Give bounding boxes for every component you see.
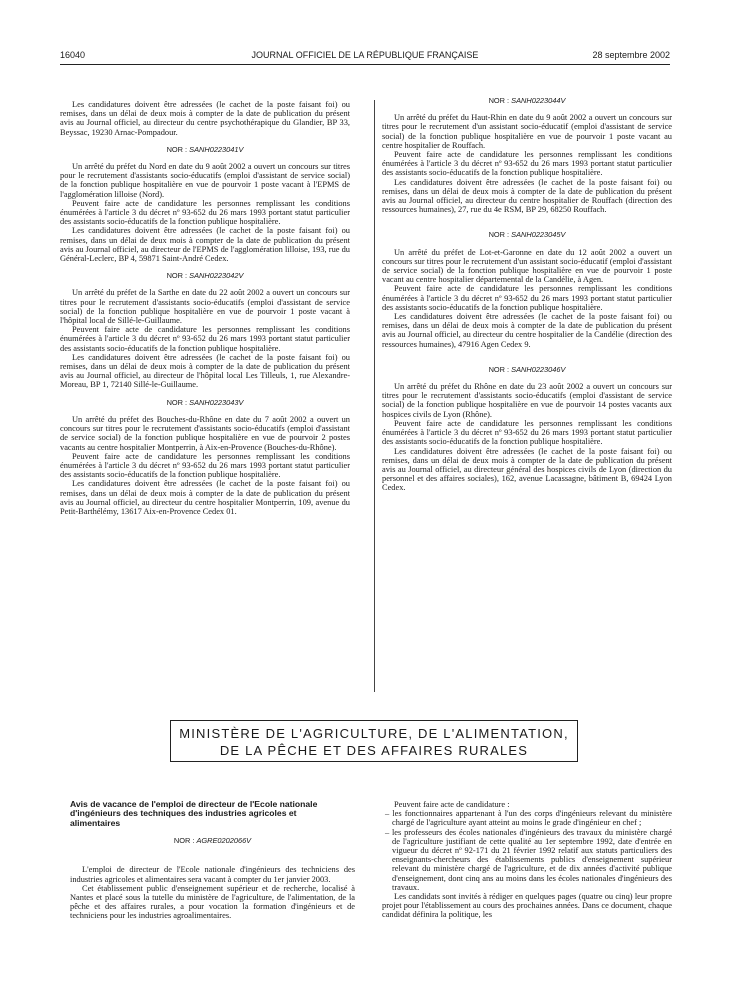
notice-paragraph: Un arrêté du préfet de Lot-et-Garonne en date du 12 août 2002 a ouvert un concours sur titres pour le recrutement d'un assistant socio-éducatif (emploi d'assistant de service social) de la fonction publique hospitalière en vue de pourvoir 1 poste vacant au centre hospitalier départemental de la Candélie, à Agen. <box>382 247 672 285</box>
page-header <box>60 50 670 64</box>
notice-paragraph: Un arrêté du préfet du Nord en date du 9 août 2002 a ouvert un concours sur titres pour le recrutement d'assistants socio-éducatifs (emploi d'assistant de service social) de la fonction publique hospitalière en vue de pourvoir 1 poste vacant à l'EPMS de l'agglomération lilloise (Nord). <box>60 162 350 199</box>
notice-paragraph: Les candidatures doivent être adressées (le cachet de la poste faisant foi) ou remises, dans un délai de deux mois à compter de la date de publication du présent avis au Journal officiel, au directeur du centre hospitalier de la Candélie (direction des ressources humaines), 47916 Agen Cedex 9. <box>382 312 672 349</box>
header-rule <box>60 64 670 65</box>
nor-reference <box>60 271 350 280</box>
candidacy-closing: Les candidats sont invités à rédiger en quelques pages (quatre ou cinq) leur propre projet pour l'établissement au cours des prochaines années. Dans ce document, chaque candidat définira la politique, les <box>382 892 672 920</box>
ministry-heading-line2: DE LA PÊCHE ET DES AFFAIRES RURALES <box>219 743 529 758</box>
list-item: – les fonctionnaires appartenant à l'un des corps d'ingénieurs relevant du ministère chargé de l'agriculture ayant atteint au moins le grade d'ingénieur en chef ; <box>385 809 672 828</box>
notice-paragraph: Un arrêté du préfet des Bouches-du-Rhône en date du 7 août 2002 a ouvert un concours sur titres pour le recrutement d'assistants socio-éducatifs (emploi d'assistant de service social) de la fonction publique hospitalière en vue de pourvoir 2 postes vacants au centre hospitalier Montperrin, à Aix-en-Provence (Bouches-du-Rhône). <box>60 414 350 452</box>
notice-paragraph: Les candidatures doivent être adressées (le cachet de la poste faisant foi) ou remises, dans un délai de deux mois à compter de la date de publication du présent avis au Journal officiel, au directeur général des hospices civils de Lyon (direction du personnel et des affaires sociales), 162, avenue Lacassagne, bâtiment B, 69424 Lyon Cedex. <box>382 446 672 493</box>
notice-paragraph: Peuvent faire acte de candidature les personnes remplissant les conditions énumérées à l'article 3 du décret nº 93-652 du 26 mars 1993 portant statut particulier des assistants socio-éducatifs de la fonction publique hospitalière. <box>382 418 672 447</box>
nor-code: SANH0223046V <box>511 364 566 374</box>
nor-reference <box>60 145 350 154</box>
notice-paragraph: Peuvent faire acte de candidature les personnes remplissant les conditions énumérées à l'article 3 du décret nº 93-652 du 26 mars 1993 portant statut particulier des assistants socio-éducatifs de la fonction publique hospitalière. <box>382 150 672 178</box>
vacancy-paragraph: Cet établissement public d'enseignement supérieur et de recherche, localisé à Nantes et placé sous la tutelle du ministère de l'agriculture, de l'alimentation, de la pêche et des affaires rurales, a pour vocation la formation d'ingénieurs et de techniciens pour les industries agroalimentaires. <box>70 883 355 921</box>
candidacy-conditions <box>382 800 672 920</box>
nor-label: NOR : <box>488 96 510 105</box>
left-column <box>60 100 350 516</box>
notice-paragraph: Peuvent faire acte de candidature les personnes remplissant les conditions énumérées à l'article 3 du décret nº 93-652 du 26 mars 1993 portant statut particulier des assistants socio-éducatifs de la fonction publique hospitalière. <box>60 325 350 353</box>
list-item: – les professeurs des écoles nationales d'ingénieurs des travaux du ministère chargé de l'agriculture justifiant de cette qualité au 1er septembre 1992, date d'entrée en vigueur du décret nº 92-171 du 21 février 1992 relatif aux statuts particuliers des enseignants-chercheurs des établissements publics d'enseignement supérieur relevant du ministère chargé de l'agriculture, et de dix années d'activité publique d'enseignement, dont cinq ans au moins dans les écoles nationales d'ingénieurs des travaux. <box>385 827 672 892</box>
vacancy-paragraph: L'emploi de directeur de l'Ecole nationale d'ingénieurs des techniciens des industries agricoles et alimentaires sera vacant à compter du 1er janvier 2003. <box>70 865 355 884</box>
nor-label: NOR : <box>488 230 510 240</box>
ministry-heading-box <box>170 720 578 762</box>
nor-label: NOR : <box>166 144 188 154</box>
notice-paragraph: Les candidatures doivent être adressées (le cachet de la poste faisant foi) ou remises, dans un délai de deux mois à compter de la date de publication du présent avis au Journal officiel, au directeur de l'hôpital local Les Tilleuls, 1, rue Alexandre-Moreau, BP 1, 72140 Sillé-le-Guillaume. <box>60 352 350 390</box>
candidacy-intro: Peuvent faire acte de candidature : <box>394 800 510 809</box>
intro-paragraph: Les candidatures doivent être adressées (le cachet de la poste faisant foi) ou remises, dans un délai de deux mois à compter de la date de publication du présent avis au Journal officiel, au directeur du centre psychothérapique du Glandier, BP 33, Beyssac, 19230 Arnac-Pompadour. <box>60 100 350 137</box>
nor-code: SANH0223042V <box>189 271 244 281</box>
notice-paragraph: Peuvent faire acte de candidature les personnes remplissant les conditions énumérées à l'article 3 du décret nº 93-652 du 26 mars 1993 portant statut particulier des assistants socio-éducatifs de la fonction publique hospitalière. <box>382 284 672 312</box>
column-divider <box>374 100 375 692</box>
nor-code: SANH0223045V <box>511 230 566 240</box>
notice-paragraph: Peuvent faire acte de candidature les personnes remplissant les conditions énumérées à l'article 3 du décret nº 93-652 du 26 mars 1993 portant statut particulier des assistants socio-éducatifs de la fonction publique hospitalière. <box>60 198 350 227</box>
notice-paragraph: Un arrêté du préfet du Rhône en date du 23 août 2002 a ouvert un concours sur titres pour le recrutement d'assistants socio-éducatifs (emploi d'assistant de service social) de la fonction publique hospitalière en vue de pourvoir 14 postes vacants aux hospices civils de Lyon (Rhône). <box>382 382 672 419</box>
nor-label: NOR : <box>166 397 188 407</box>
nor-reference <box>382 96 672 105</box>
notice-paragraph: Un arrêté du préfet de la Sarthe en date du 22 août 2002 a ouvert un concours sur titres pour le recrutement d'assistants socio-éducatifs (emploi d'assistant de service social) de la fonction publique hospitalière en vue de pourvoir 1 poste vacant à l'hôpital local de Sillé-le-Guillaume. <box>60 288 350 326</box>
nor-reference <box>382 230 672 239</box>
nor-code: AGRE0202066V <box>196 836 252 846</box>
nor-reference <box>70 836 355 845</box>
nor-label: NOR : <box>166 271 188 281</box>
ministry-heading-line1: MINISTÈRE DE L'AGRICULTURE, DE L'ALIMENTATION, <box>179 726 569 741</box>
journal-title: JOURNAL OFFICIEL DE LA RÉPUBLIQUE FRANÇAISE <box>251 50 479 60</box>
nor-label: NOR : <box>488 364 510 374</box>
notice-paragraph: Peuvent faire acte de candidature les personnes remplissant les conditions énumérées à l'article 3 du décret nº 93-652 du 26 mars 1993 portant statut particulier des assistants socio-éducatifs de la fonction publique hospitalière. <box>60 451 350 480</box>
nor-code: SANH0223043V <box>189 397 244 407</box>
publication-date: 28 septembre 2002 <box>592 50 670 60</box>
notice-paragraph: Les candidatures doivent être adressées (le cachet de la poste faisant foi) ou remises, dans un délai de deux mois à compter de la date de publication du présent avis au Journal officiel, au directeur du centre hospitalier de Rouffach (direction des ressources humaines), 27, rue du 4e RSM, BP 29, 68250 Rouffach. <box>382 177 672 215</box>
notice-paragraph: Les candidatures doivent être adressées (le cachet de la poste faisant foi) ou remises, dans un délai de deux mois à compter de la date de publication du présent avis au Journal officiel, au directeur du centre hospitalier Montperrin, 109, avenue du Petit-Barthélémy, 13617 Aix-en-Provence Cedex 01. <box>60 479 350 516</box>
nor-code: SANH0223041V <box>189 144 244 154</box>
nor-reference <box>60 398 350 407</box>
nor-label: NOR : <box>173 836 195 846</box>
nor-reference <box>382 365 672 374</box>
right-column <box>382 96 672 493</box>
vacancy-title: Avis de vacance de l'emploi de directeur de l'Ecole nationale d'ingénieurs des techniques des industries agricoles et alimentaires <box>70 799 318 828</box>
notice-paragraph: Un arrêté du préfet du Haut-Rhin en date du 9 août 2002 a ouvert un concours sur titres pour le recrutement d'un assistant socio-éducatif (emploi d'assistant de service social) de la fonction publique hospitalière en vue de pourvoir 1 poste vacant au centre hospitalier de Rouffach. <box>382 113 672 150</box>
nor-code: SANH0223044V <box>511 96 566 105</box>
notice-paragraph: Les candidatures doivent être adressées (le cachet de la poste faisant foi) ou remises, dans un délai de deux mois à compter de la date de publication du présent avis au Journal officiel, au directeur de l'EPMS de l'agglomération lilloise, 193, rue du Général-Leclerc, BP 4, 59871 Saint-André Cedex. <box>60 226 350 264</box>
candidacy-list <box>382 809 672 892</box>
vacancy-notice <box>70 800 355 921</box>
page-number: 16040 <box>60 50 86 60</box>
